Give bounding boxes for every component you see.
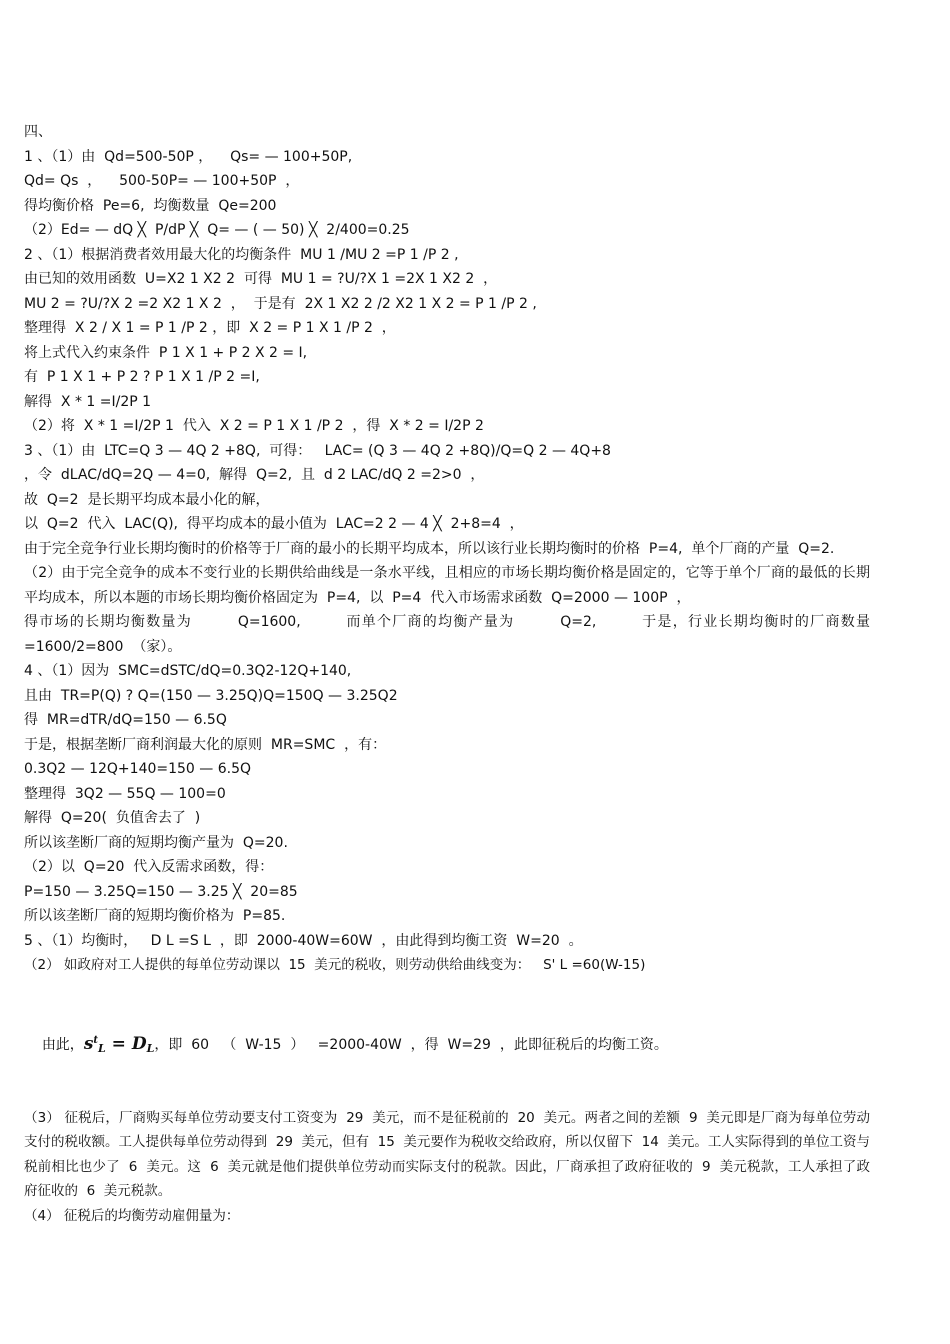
- text-line: （2）Ed= — dQ ╳ P/dP ╳ Q= — ( — 50) ╳ 2/400=0.25: [24, 222, 410, 238]
- text-line: （4） 征税后的均衡劳动雇佣量为：: [24, 1207, 240, 1224]
- equation-line: [24, 990, 870, 1100]
- text-line: 所以该垄断厂商的短期均衡价格为 P=85.: [24, 908, 286, 924]
- equation-suffix: ，即 60 （ W-15 ） =2000-40W ，得 W=29 ，此即征税后的均衡工资。: [154, 1036, 668, 1053]
- text-line: 故 Q=2 是长期平均成本最小化的解，: [24, 491, 270, 508]
- text-line: （2） 如政府对工人提供的每单位劳动课以 15 美元的税收，则劳动供给曲线变为： S' L =60(W-15): [24, 957, 646, 973]
- text-paragraph: （3） 征税后，厂商购买每单位劳动要支付工资变为 29 美元，而不是征税前的 20 美元。两者之间的差额 9 美元即是厂商为每单位劳动支付的税收额。工人提供每单位劳动得到 29 美元，但有 15 美元要作为税收交给政府，所以仅留下 14 美元。工人实际得到的单位工资与税前相比也少了 6 美元。这 6 美元就是他们提供单位劳动而实际支付的税款。因此，厂商承担了政府征收的 9 美元税款，工人承担了政府征收的 6 美元税款。: [24, 1109, 870, 1199]
- text-line: 解得 Q=20( 负值舍去了 ): [24, 810, 201, 826]
- text-line: P=150 — 3.25Q=150 — 3.25 ╳ 20=85: [24, 883, 298, 900]
- text-line: 由已知的效用函数 U=X2 1 X2 2 可得 MU 1 = ?U/?X 1 =2X 1 X2 2 ，: [24, 271, 498, 287]
- text-line: （2）以 Q=20 代入反需求函数，得：: [24, 859, 274, 875]
- text-line: （2）将 X * 1 =I/2P 1 代入 X 2 = P 1 X 1 /P 2 ，得 X * 2 = I/2P 2: [24, 418, 484, 434]
- text-line: 4 、（1）因为 SMC=dSTC/dQ=0.3Q2-12Q+140,: [24, 663, 352, 679]
- text-line: 有 P 1 X 1 + P 2 ? P 1 X 1 /P 2 =I,: [24, 369, 260, 385]
- text-line: 得均衡价格 Pe=6, 均衡数量 Qe=200: [24, 197, 277, 214]
- text-line: ，令 dLAC/dQ=2Q — 4=0, 解得 Q=2, 且 d 2 LAC/dQ 2 =2>0 ，: [24, 467, 485, 483]
- equation-prefix: 由此，: [41, 1036, 84, 1053]
- text-line: 于是，根据垄断厂商利润最大化的原则 MR=SMC ，有：: [24, 736, 387, 753]
- text-line: 将上式代入约束条件 P 1 X 1 + P 2 X 2 = I,: [24, 344, 308, 361]
- text-line: 5 、（1）均衡时， D L =S L ，即 2000-40W=60W ，由此得到均衡工资 W=20 。: [24, 932, 583, 949]
- text-paragraph: 由于完全竞争行业长期均衡时的价格等于厂商的最小的长期平均成本，所以该行业长期均衡时的价格 P=4, 单个厂商的产量 Q=2.: [24, 540, 835, 557]
- text-line: 所以该垄断厂商的短期均衡产量为 Q=20.: [24, 834, 288, 851]
- text-line: 2 、（1）根据消费者效用最大化的均衡条件 MU 1 /MU 2 =P 1 /P 2 ,: [24, 246, 459, 263]
- text-paragraph: 得市场的长期均衡数量为 Q=1600, 而单个厂商的均衡产量为 Q=2, 于是，行业长期均衡时的厂商数量=1600/2=800 （家）。: [24, 614, 870, 655]
- equation-formula: $s^t_L = D_L$: [83, 1033, 155, 1055]
- text-line: 解得 X * 1 =I/2P 1: [24, 393, 152, 410]
- text-paragraph: （2）由于完全竞争的成本不变行业的长期供给曲线是一条水平线，且相应的市场长期均衡价格是固定的，它等于单个厂商的最低的长期平均成本，所以本题的市场长期均衡价格固定为 P=4, 以 P=4 代入市场需求函数 Q=2000 — 100P ，: [24, 565, 870, 606]
- text-line: 整理得 X 2 / X 1 = P 1 /P 2 ，即 X 2 = P 1 X 1 /P 2 ，: [24, 320, 396, 336]
- text-line: 1 、（1）由 Qd=500-50P ， Qs= — 100+50P,: [24, 148, 353, 165]
- section-heading: 四、: [24, 124, 52, 140]
- text-line: 整理得 3Q2 — 55Q — 100=0: [24, 785, 226, 802]
- text-line: 3 、（1）由 LTC=Q 3 — 4Q 2 +8Q, 可得： LAC= (Q 3 — 4Q 2 +8Q)/Q=Q 2 — 4Q+8: [24, 442, 611, 459]
- text-line: 0.3Q2 — 12Q+140=150 — 6.5Q: [24, 761, 252, 777]
- text-line: 且由 TR=P(Q) ? Q=(150 — 3.25Q)Q=150Q — 3.25Q2: [24, 687, 398, 704]
- text-line: 得 MR=dTR/dQ=150 — 6.5Q: [24, 712, 227, 728]
- text-line: MU 2 = ?U/?X 2 =2 X2 1 X 2 ， 于是有 2X 1 X2 2 /2 X2 1 X 2 = P 1 /P 2 ,: [24, 295, 537, 312]
- text-line: 以 Q=2 代入 LAC(Q), 得平均成本的最小值为 LAC=2 2 — 4 ╳ 2+8=4 ，: [24, 516, 524, 532]
- text-line: Qd= Qs ， 500-50P= — 100+50P ，: [24, 173, 300, 189]
- document-body: [24, 120, 870, 1228]
